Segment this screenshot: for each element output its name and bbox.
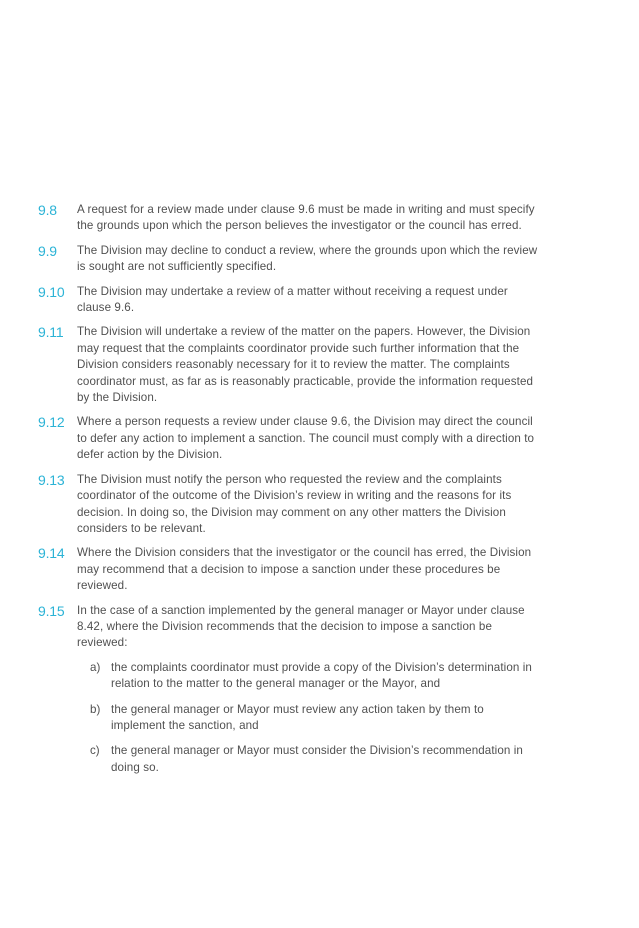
sub-item-a xyxy=(90,660,538,693)
clause-9-15 xyxy=(38,603,538,652)
clause-number: 9.14 xyxy=(38,545,65,562)
sub-item-b xyxy=(90,702,538,735)
clause-9-8 xyxy=(38,202,538,235)
clause-number: 9.13 xyxy=(38,471,65,488)
sub-item-letter: c) xyxy=(90,744,100,758)
clause-9-10 xyxy=(38,284,538,317)
clause-number: 9.15 xyxy=(38,602,65,619)
clause-text: The Division will undertake a review of the matter on the papers. However, the Division may request that the complaints coordinator provide such further information that the Division considers reasonably necessary for it to review the matter. The complaints coordinator must, as far as is reasonably practicable, provide the information requested by the Division. xyxy=(77,325,534,405)
clause-number: 9.11 xyxy=(38,324,64,341)
clause-number: 9.8 xyxy=(38,202,57,218)
clause-9-12 xyxy=(38,414,538,463)
clause-9-13 xyxy=(38,472,538,538)
clause-number: 9.9 xyxy=(38,242,57,259)
sub-item-letter: b) xyxy=(90,702,101,716)
clause-text: The Division must notify the person who requested the review and the complaints coordinator of the outcome of the Division’s review in writing and the reasons for its decision. In doing so, the Division may comment on any other matters the Division considers to be relevant. xyxy=(77,472,512,535)
clause-number: 9.10 xyxy=(38,283,65,300)
clause-text: A request for a review made under clause 9.6 must be made in writing and must specify the grounds upon which the person believes the investigator or the council has erred. xyxy=(77,203,535,233)
clause-text: Where a person requests a review under clause 9.6, the Division may direct the council to defer any action to implement a sanction. The council must comply with a direction to defer action by the Division. xyxy=(77,415,535,462)
clause-9-14 xyxy=(38,545,538,594)
document-body xyxy=(38,202,538,785)
sub-item-text: the complaints coordinator must provide a copy of the Division’s determination in relation to the matter to the general manager or the Mayor, and xyxy=(111,660,532,691)
clause-text: In the case of a sanction implemented by the general manager or Mayor under clause 8.42, where the Division recommends that the decision to impose a sanction be reviewed: xyxy=(77,603,525,650)
clause-text: Where the Division considers that the investigator or the council has erred, the Division may recommend that a decision to impose a sanction under these procedures be reviewed. xyxy=(77,546,532,593)
clause-text: The Division may undertake a review of a matter without receiving a request under clause 9.6. xyxy=(77,284,508,315)
sub-item-text: the general manager or Mayor must review any action taken by them to implement the sanction, and xyxy=(111,702,484,732)
clause-number: 9.12 xyxy=(38,414,65,431)
sub-item-text: the general manager or Mayor must consider the Division’s recommendation in doing so. xyxy=(111,744,523,774)
sub-item-list xyxy=(90,660,538,776)
clause-9-11 xyxy=(38,324,538,406)
clause-9-9 xyxy=(38,243,538,276)
sub-item-letter: a) xyxy=(90,660,101,674)
clause-text: The Division may decline to conduct a review, where the grounds upon which the review is sought are not sufficiently specified. xyxy=(77,243,538,274)
sub-item-c xyxy=(90,743,538,776)
